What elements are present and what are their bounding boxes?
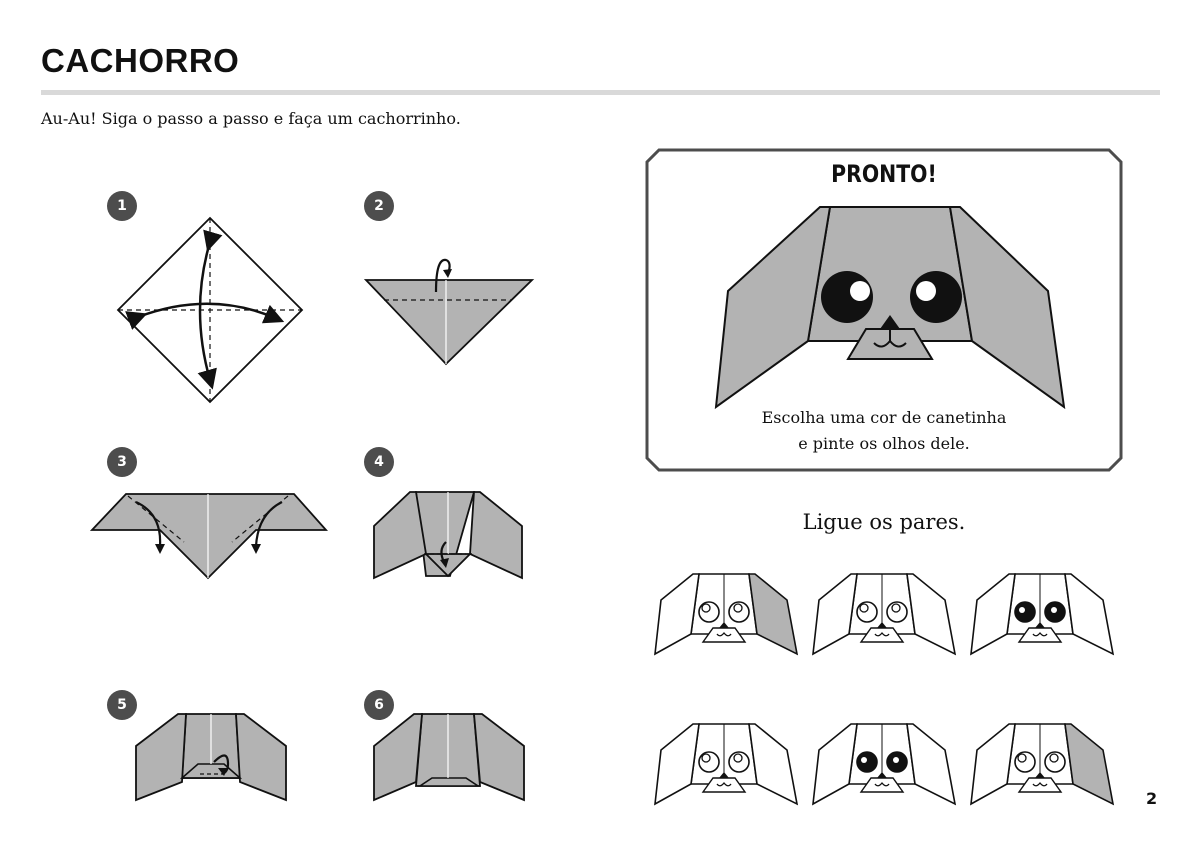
finished-caption-line-1: Escolha uma cor de canetinha — [761, 408, 1007, 427]
step-1-badge: 1 — [107, 191, 137, 221]
page-subtitle: Au-Au! Siga o passo a passo e faça um cachorrinho. — [41, 109, 461, 128]
matching-title: Ligue os pares. — [802, 510, 966, 534]
title-divider — [41, 90, 1160, 95]
page-number: 2 — [1146, 789, 1158, 808]
finished-dog-illustration — [710, 205, 1070, 415]
matching-dog-top-3 — [969, 572, 1117, 660]
step-5-badge: 5 — [107, 690, 137, 720]
matching-dog-top-1 — [653, 572, 801, 660]
matching-dog-bottom-1 — [653, 722, 801, 810]
matching-dog-bottom-2 — [811, 722, 959, 810]
step-3-diagram — [88, 490, 333, 582]
step-1-diagram — [110, 210, 310, 410]
step-2-diagram — [364, 250, 534, 370]
matching-dog-top-2 — [811, 572, 959, 660]
matching-dog-bottom-3 — [969, 722, 1117, 810]
step-2-badge: 2 — [364, 191, 394, 221]
step-6-badge: 6 — [364, 690, 394, 720]
step-4-badge: 4 — [364, 447, 394, 477]
finished-title: PRONTO! — [831, 160, 937, 188]
step-3-badge: 3 — [107, 447, 137, 477]
step-5-diagram — [132, 712, 292, 804]
finished-caption-line-2: e pinte os olhos dele. — [798, 434, 970, 453]
finished-caption — [645, 405, 1123, 457]
step-6-diagram — [370, 712, 530, 804]
step-4-diagram — [370, 490, 530, 582]
page-title: CACHORRO — [41, 42, 240, 79]
